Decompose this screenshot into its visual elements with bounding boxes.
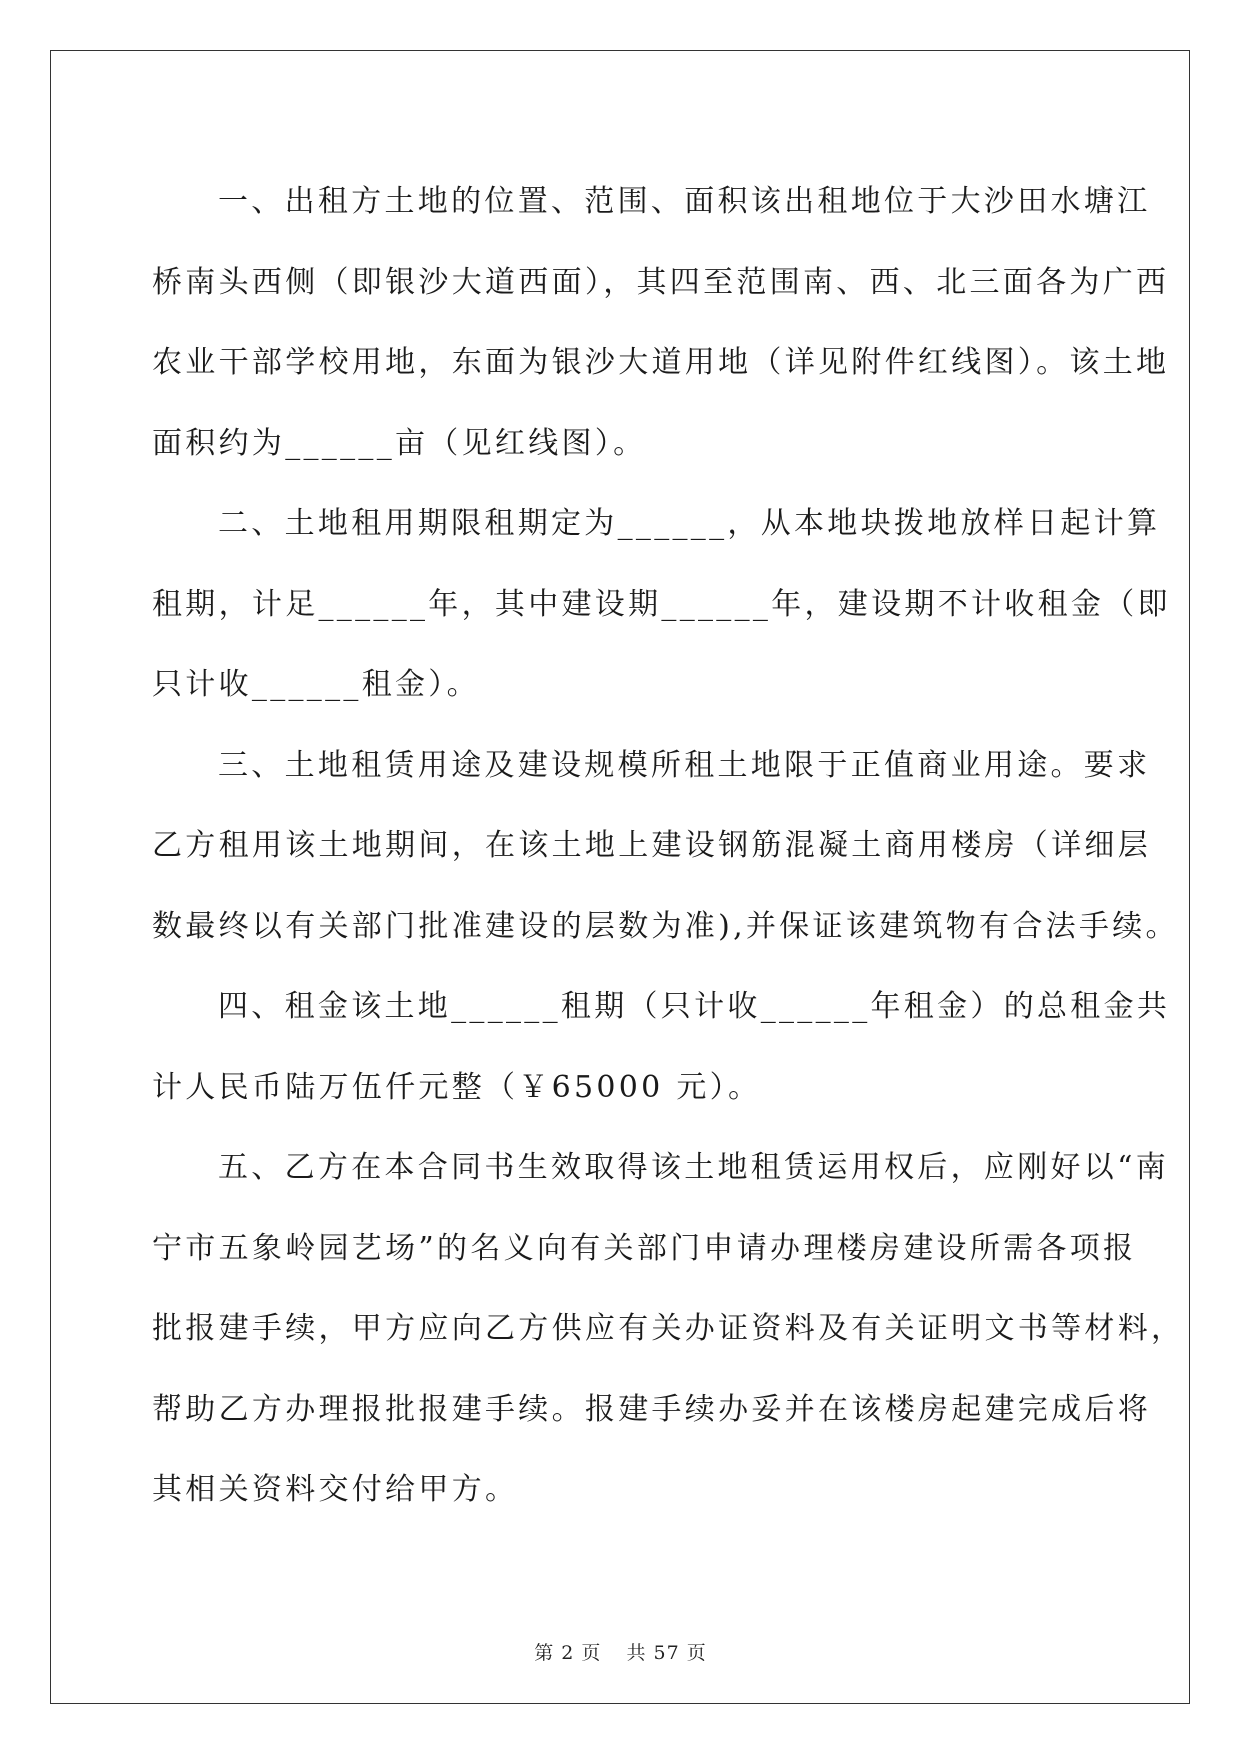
page-number: 第 2 页 bbox=[534, 1642, 602, 1664]
document-body bbox=[152, 162, 1185, 1531]
text-line: 租期，计足______年，其中建设期______年，建设期不计收租金（即 bbox=[152, 586, 1171, 622]
text-line: 数最终以有关部门批准建设的层数为准),并保证该建筑物有合法手续。 bbox=[152, 908, 1179, 944]
page-count: 共 57 页 bbox=[626, 1642, 707, 1664]
text-line: 乙方租用该土地期间，在该土地上建设钢筋混凝土商用楼房（详细层 bbox=[152, 828, 1151, 863]
text-line: 只计收______租金）。 bbox=[152, 667, 480, 702]
text-line: 计人民币陆万伍仟元整（￥65000 元）。 bbox=[152, 1069, 762, 1105]
text-line: 四、租金该土地______租期（只计收______年租金）的总租金共 bbox=[218, 989, 1171, 1024]
text-line: 批报建手续，甲方应向乙方供应有关办证资料及有关证明文书等材料， bbox=[152, 1311, 1185, 1346]
text-line: 其相关资料交付给甲方。 bbox=[152, 1472, 519, 1507]
text-line: 面积约为______亩（见红线图）。 bbox=[152, 425, 647, 461]
page-footer bbox=[0, 1638, 1241, 1665]
paragraph-1 bbox=[152, 162, 1170, 484]
text-line: 一、出租方土地的位置、范围、面积该出租地位于大沙田水塘江 bbox=[218, 184, 1151, 219]
text-line: 三、土地租赁用途及建设规模所租土地限于正值商业用途。要求 bbox=[218, 747, 1151, 783]
text-line: 宁市五象岭园艺场”的名义向有关部门申请办理楼房建设所需各项报 bbox=[152, 1230, 1137, 1266]
paragraph-3 bbox=[152, 726, 1179, 968]
text-line: 农业干部学校用地，东面为银沙大道用地（详见附件红线图）。该土地 bbox=[152, 345, 1170, 380]
paragraph-5 bbox=[152, 1128, 1185, 1531]
text-line: 二、土地租用期限租期定为______，从本地块拨地放样日起计算 bbox=[218, 506, 1161, 541]
text-line: 五、乙方在本合同书生效取得该土地租赁运用权后，应刚好以“南 bbox=[218, 1150, 1170, 1185]
paragraph-4 bbox=[152, 967, 1171, 1128]
text-line: 桥南头西侧（即银沙大道西面），其四至范围南、西、北三面各为广西 bbox=[152, 264, 1170, 300]
paragraph-2 bbox=[152, 484, 1171, 726]
text-line: 帮助乙方办理报批报建手续。报建手续办妥并在该楼房起建完成后将 bbox=[152, 1391, 1151, 1427]
